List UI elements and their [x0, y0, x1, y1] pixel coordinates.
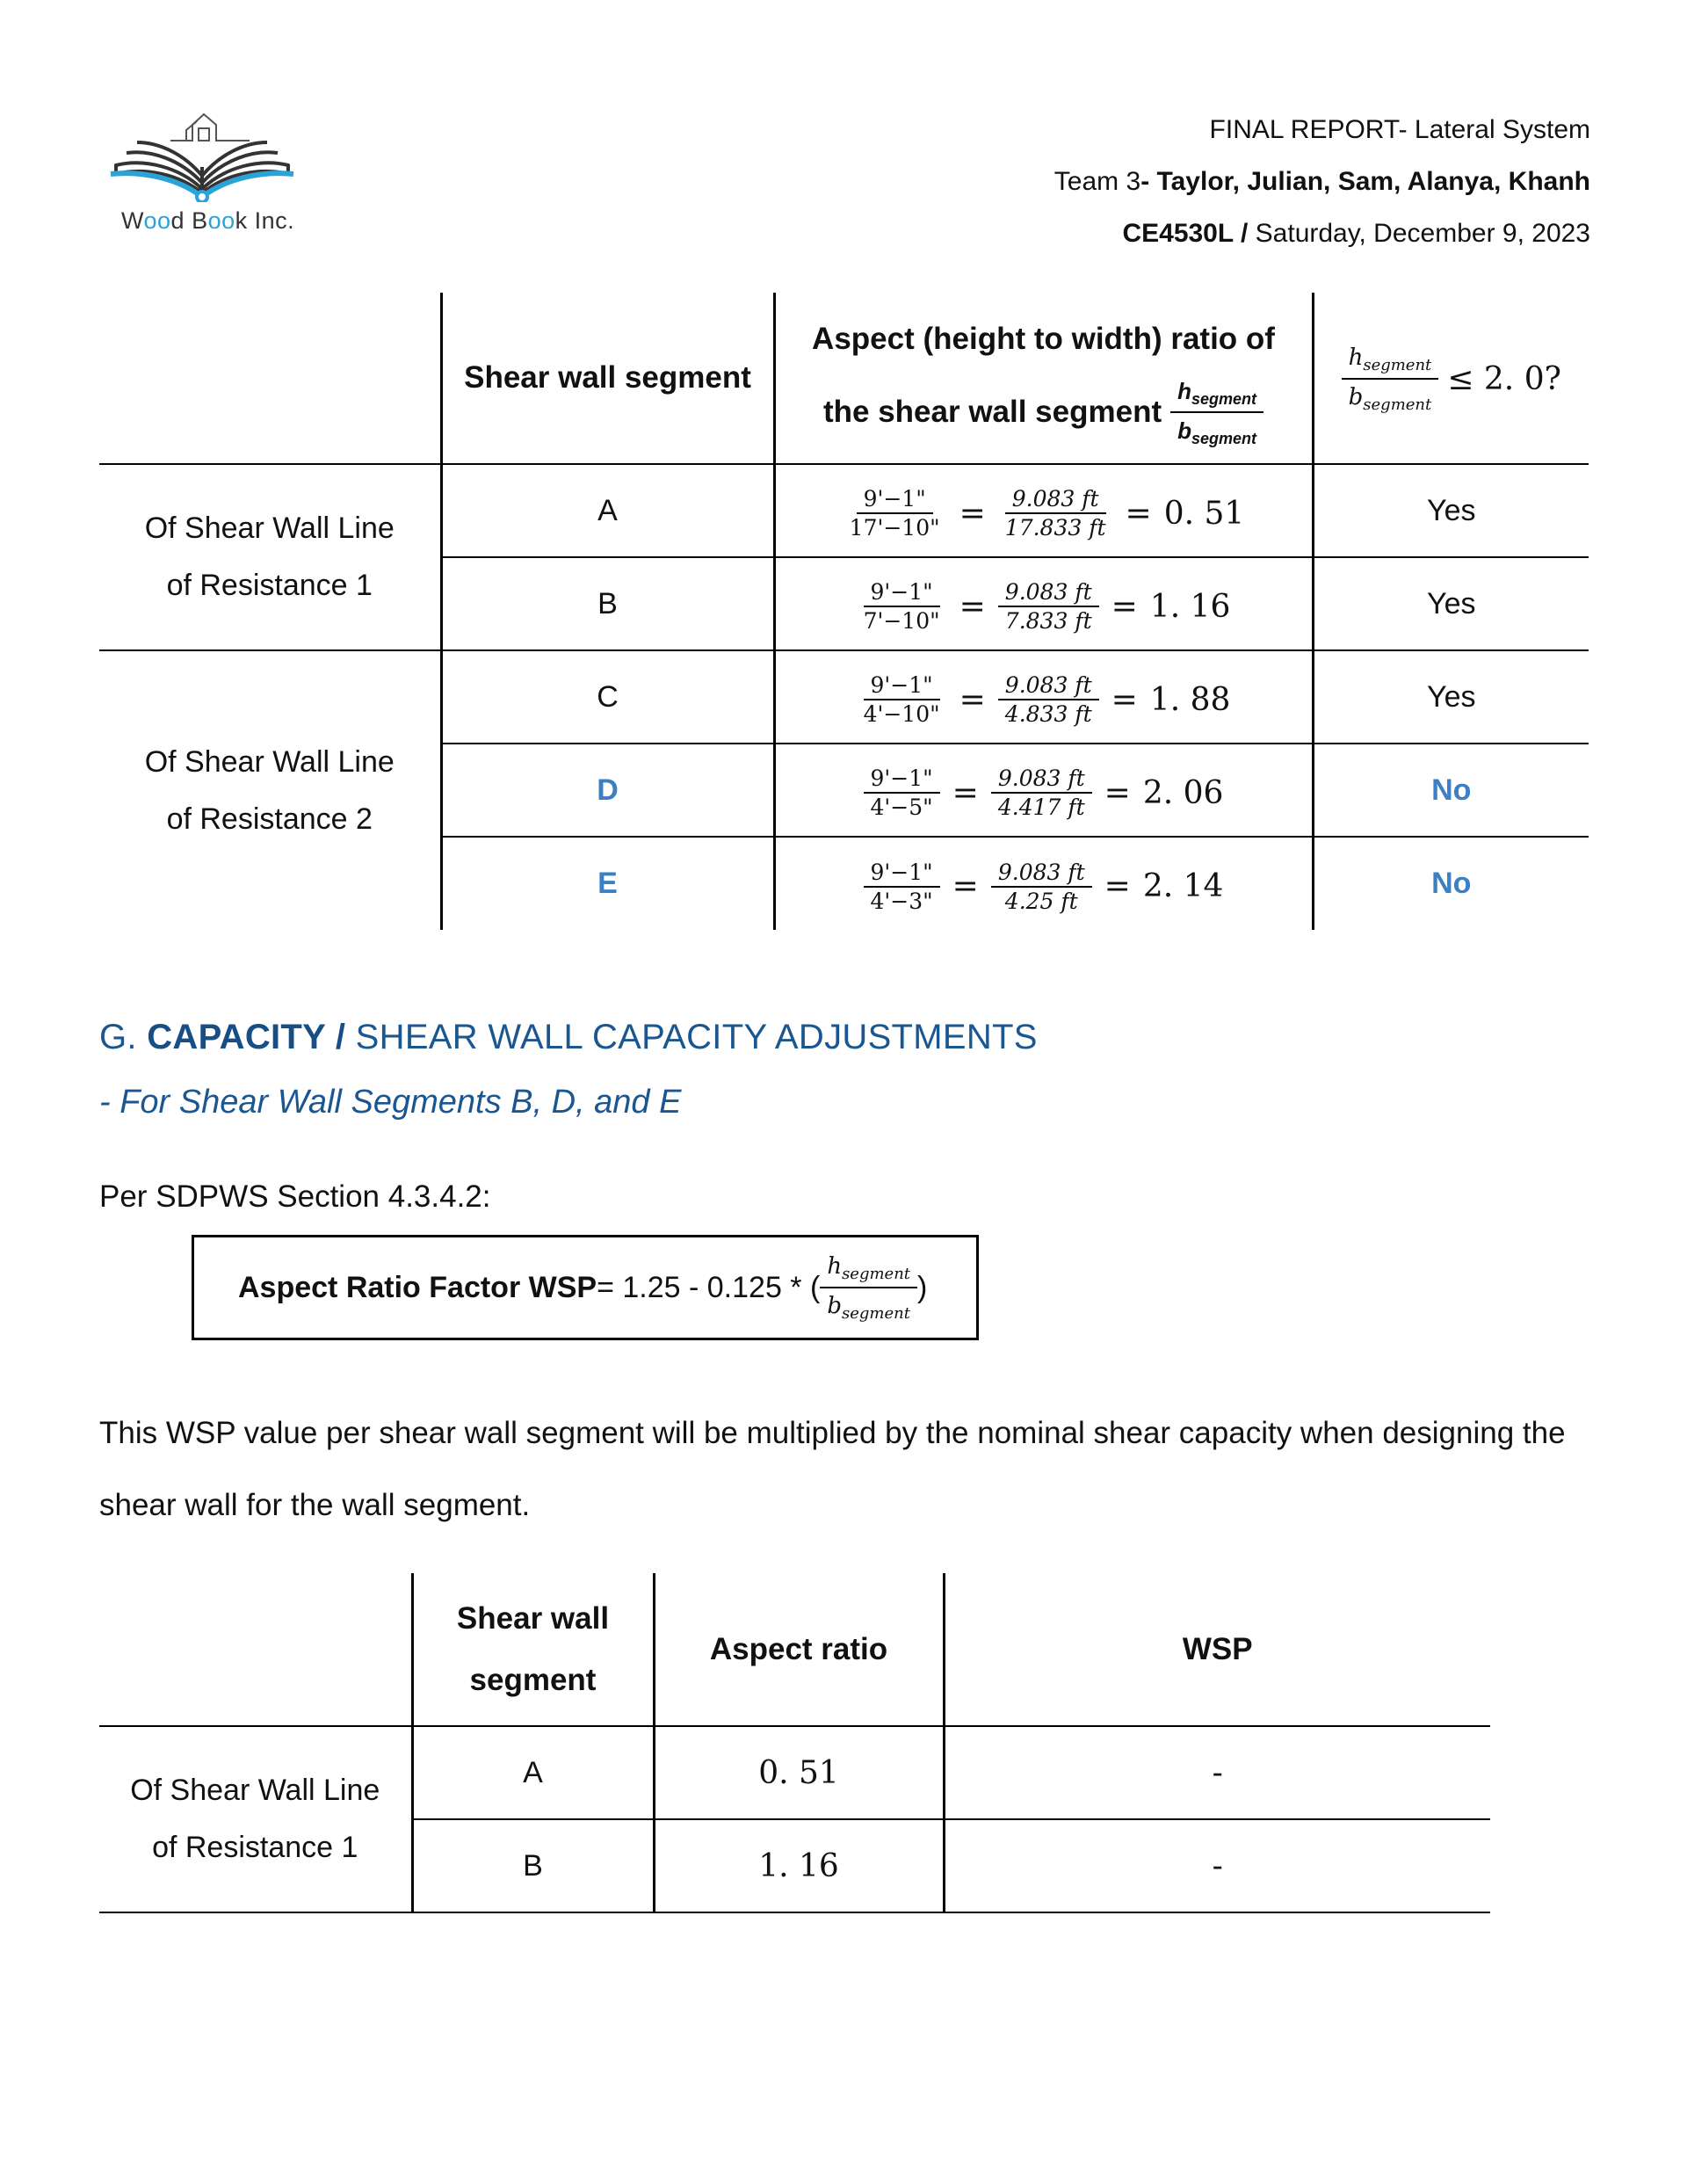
section-title: G. CAPACITY / SHEAR WALL CAPACITY ADJUSTMENTS: [99, 1018, 1038, 1056]
check-cell: Yes: [1313, 557, 1589, 650]
report-header: [1054, 104, 1590, 259]
header-aspect: Aspect (height to width) ratio of the shear wall segment $\frac{h_{segment}}{b_{segment}}$: [774, 293, 1313, 464]
wsp-cell: -: [944, 1819, 1490, 1912]
segment-cell: D: [441, 744, 774, 837]
header-blank-cell: [99, 1573, 412, 1726]
header-blank-cell: [99, 293, 441, 464]
header-aspect: Aspect ratio: [654, 1573, 944, 1726]
table-header-row: [99, 1573, 1490, 1726]
formula-box: Aspect Ratio Factor WSP = 1.25 - 0.125 * ( $\frac{h_{segment}}{b_{segment}}$ ): [192, 1235, 979, 1340]
check-cell: Yes: [1313, 650, 1589, 744]
h-over-b-fraction: $\frac{h_{segment}}{b_{segment}}$: [1170, 374, 1263, 451]
report-title: FINAL REPORT- Lateral System: [1209, 115, 1590, 144]
code-reference: Per SDPWS Section 4.3.4.2:: [99, 1179, 491, 1214]
segment-cell: A: [441, 464, 774, 557]
section-subtitle: - For Shear Wall Segments B, D, and E: [99, 1084, 682, 1121]
calc-cell: $\frac{9'-1"}{4'-3"}$ = $\frac{9.083 ft}{4.25 ft}$ = 2. 14: [774, 837, 1313, 930]
header-segment: Shear wall segment: [441, 293, 774, 464]
table-row: [99, 464, 1589, 557]
table-row: [99, 1726, 1490, 1819]
calc-cell: $\frac{9'-1"}{4'-5"}$ = $\frac{9.083 ft}{4.417 ft}$ = 2. 06: [774, 744, 1313, 837]
calc-cell: $\frac{9'-1"}{17'-10"}$ = $\frac{9.083 ft}{17.833 ft}$ = 0. 51: [774, 464, 1313, 557]
paragraph: This WSP value per shear wall segment will be multiplied by the nominal shear capacity when designing the shear wall for the wall segment.: [99, 1416, 1566, 1522]
group-label-1: Of Shear Wall Line of Resistance 1: [99, 464, 441, 650]
header-check: $\frac{h_{segment}}{b_{segment}}$ ≤ 2. 0?: [1313, 293, 1589, 464]
calc-cell: $\frac{9'-1"}{4'-10"}$ = $\frac{9.083 ft}{4.833 ft}$ = 1. 88: [774, 650, 1313, 744]
header-segment: Shear wall segment: [412, 1573, 654, 1726]
ratio-cell: 0. 51: [654, 1726, 944, 1819]
table-header-row: [99, 293, 1589, 464]
segment-cell: E: [441, 837, 774, 930]
segment-cell: B: [441, 557, 774, 650]
logo-wordmark: Wood Book Inc.: [121, 207, 295, 234]
wsp-table: [99, 1573, 1490, 1913]
course-date-line: CE4530L / Saturday, December 9, 2023: [1122, 219, 1590, 248]
header-wsp: WSP: [944, 1573, 1490, 1726]
group-label: Of Shear Wall Line of Resistance 1: [99, 1726, 412, 1912]
aspect-ratio-table: [99, 293, 1589, 930]
segment-cell: C: [441, 650, 774, 744]
formula-fraction: $\frac{h_{segment}}{b_{segment}}$: [820, 1249, 917, 1326]
segment-cell: A: [412, 1726, 654, 1819]
ratio-cell: 1. 16: [654, 1819, 944, 1912]
wsp-cell: -: [944, 1726, 1490, 1819]
team-line: Team 3- Taylor, Julian, Sam, Alanya, Khanh: [1053, 167, 1590, 196]
check-cell: Yes: [1313, 464, 1589, 557]
check-cell: No: [1313, 837, 1589, 930]
calc-cell: $\frac{9'-1"}{7'-10"}$ = $\frac{9.083 ft}{7.833 ft}$ = 1. 16: [774, 557, 1313, 650]
group-label-2: Of Shear Wall Line of Resistance 2: [144, 744, 395, 836]
check-cell: No: [1313, 744, 1589, 837]
segment-cell: B: [412, 1819, 654, 1912]
open-book-house-icon: [109, 105, 295, 202]
table-row: [99, 650, 1589, 744]
company-logo: [105, 105, 299, 246]
